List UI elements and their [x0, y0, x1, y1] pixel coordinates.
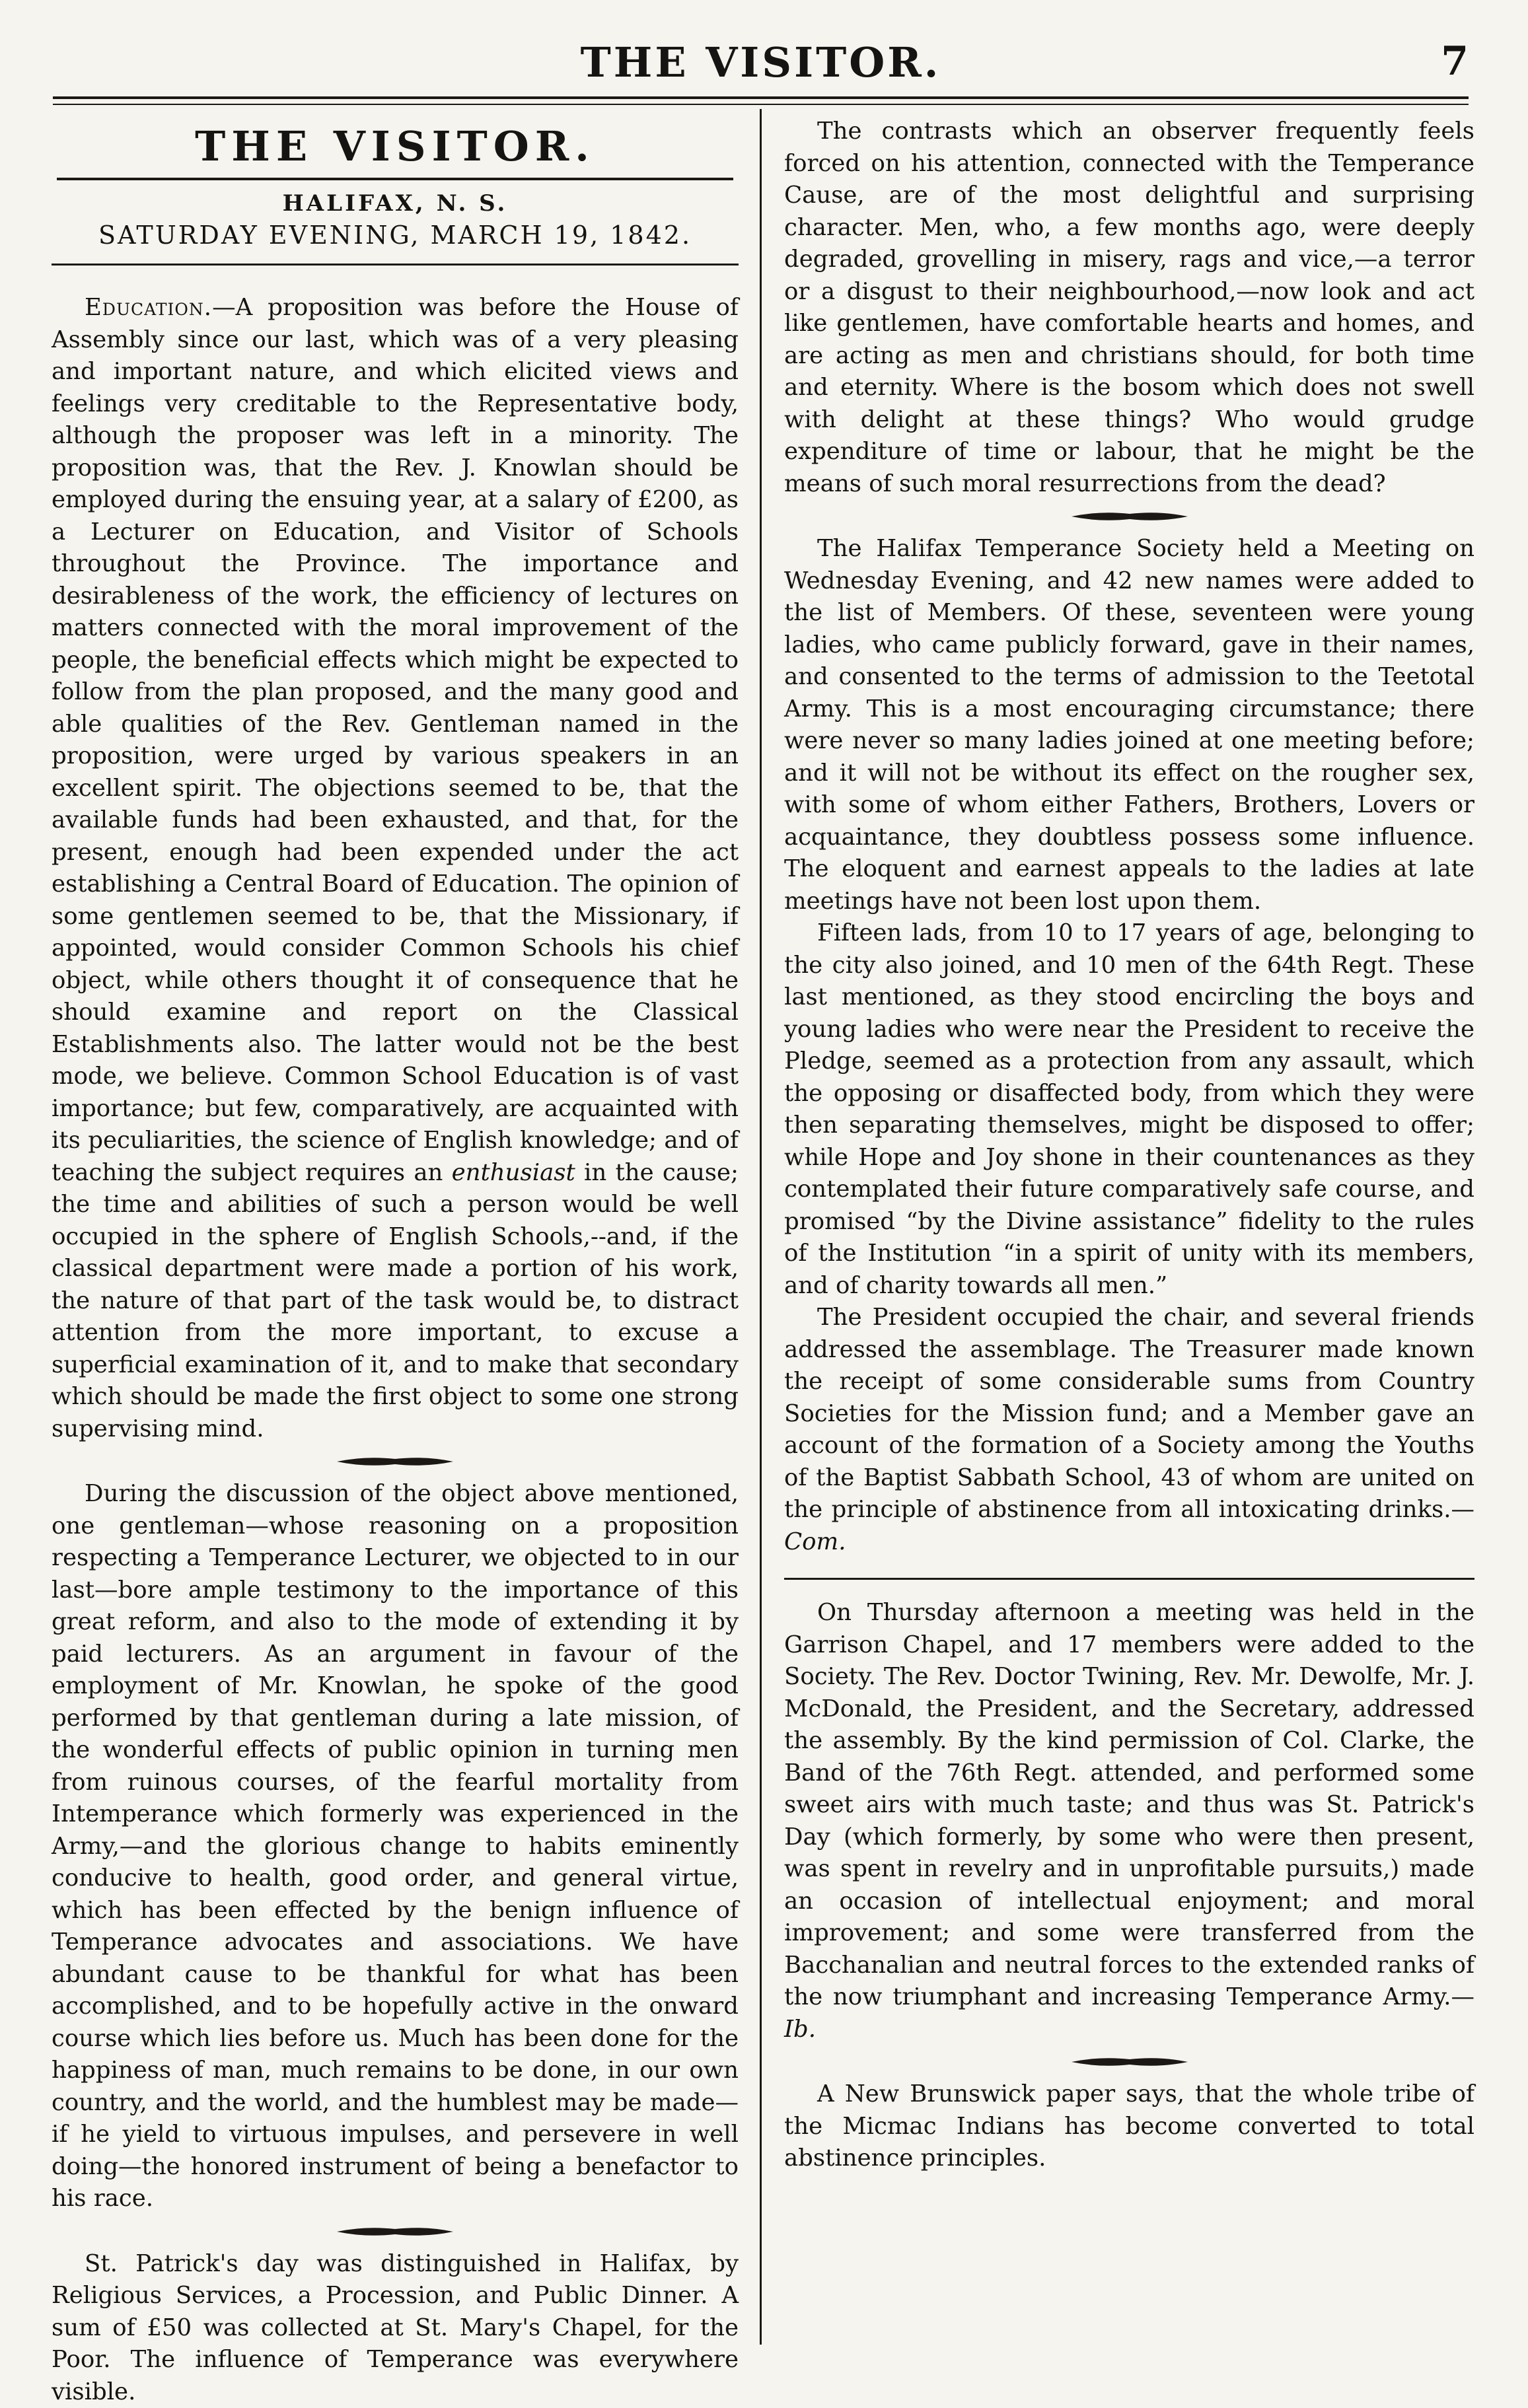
education-em-word: enthusiast — [452, 1159, 575, 1186]
left-column — [52, 116, 739, 2408]
article-st-patrick: St. Patrick's day was distinguished in Halifax, by Religious Services, a Procession, and Public Dinner. A sum of £50 was collected at St. Mary's Chapel, for the Poor. The influence of Temperance was everywhere visible. — [52, 2248, 739, 2408]
article-thursday-meeting — [784, 1597, 1474, 2045]
article-contrasts: The contrasts which an observer frequently feels forced on his attention, connected with the Temperance Cause, are of the most delightful and surprising character. Men, who, a few months ago, were deeply degraded, grovelling in misery, rags and vice,—a terror or a disgust to their neighbourhood,—now look and act like gentlemen, have comfortable hearts and homes, and are acting as men and christians should, for both time and eternity. Where is the bosom which does not swell with delight at these things? Who would grudge expenditure of time or labour, that he might be the means of such moral resurrections from the dead? — [784, 116, 1474, 500]
masthead-title: THE VISITOR. — [52, 120, 739, 174]
signature-ib: Ib. — [784, 2016, 816, 2043]
masthead-place: HALIFAX, N. S. — [52, 188, 739, 219]
education-body: —A proposition was before the House of Assembly since our last, which was of a very pleasing and important nature, and which elicited views and feelings very creditable to the Representative body, although the proposer was left in a minority. The proposition was, that the Rev. J. Knowlan should be employed during the ensuing year, at a salary of £200, as a Lecturer on Education, and Visitor of Schools throughout the Province. The importance and desirableness of the work, the efficiency of lectures on matters connected with the moral improvement of the people, the beneficial effects which might be expected to follow from the plan proposed, and the many good and able qualities of the Rev. Gentleman named in the proposition, were urged by various speakers in an excellent spirit. The objections seemed to be, that the available funds had been exhausted, and that, for the present, enough had been expended under the act establishing a Central Board of Education. The opinion of some gentlemen seemed to be, that the Missionary, if appointed, would consider Common Schools his chief object, while others thought it of consequence that he should examine and report on the Classical Establishments also. The latter would not be the best mode, we believe. Common School Education is of vast importance; but few, comparatively, are acquainted with its peculiarities, the science of English knowledge; and of teaching the subject requires an — [52, 294, 739, 1186]
section-flourish-ornament — [336, 2224, 455, 2239]
thursday-text: On Thursday afternoon a meeting was held in the Garrison Chapel, and 17 members were added to the Society. The Rev. Doctor Twining, Rev. Mr. Dewolfe, Mr. J. McDonald, the President, and the Secretary, addressed the assembly. By the kind permission of Col. Clarke, the Band of the 76th Regt. attended, and performed some sweet airs with much taste; and thus was St. Patrick's Day (which formerly, by some who were then present, was spent in revelry and in unprofitable pursuits,) made an occasion of intellectual enjoyment; and moral improvement; and some were transferred from the Bacchanalian and neutral forces to the extended ranks of the now triumphant and increasing Temperance Army.— — [784, 1599, 1474, 2010]
running-title: THE VISITOR. — [53, 38, 1469, 87]
header-double-rule — [53, 96, 1469, 105]
article-education — [52, 292, 739, 1445]
article-society-lads: Fifteen lads, from 10 to 17 years of age, belonging to the city also joined, and 10 men of the 64th Regt. These last mentioned, as they stood encircling the boys and young ladies who were near the President to receive the Pledge, seemed as a protection from any assault, which the opposing or disaffected body, from which they were then separating themselves, might be disposed to offer; while Hope and Joy shone in their countenances as they contemplated their future comparatively safe course, and promised “by the Divine assistance” fidelity to the rules of the Institution “in a spirit of unity with its members, and of charity towards all men.” — [784, 917, 1474, 1302]
masthead-bottom-rule — [52, 264, 739, 266]
section-rule — [784, 1578, 1474, 1580]
education-lead: Education. — [85, 294, 212, 321]
right-column — [784, 116, 1474, 2175]
article-society-president — [784, 1302, 1474, 1558]
section-flourish-ornament — [1070, 2055, 1189, 2069]
article-society-meeting: The Halifax Temperance Society held a Meeting on Wednesday Evening, and 42 new names were added to the list of Members. Of these, seventeen were young ladies, who came publicly forward, gave in their names, and consented to the terms of admission to the Teetotal Army. This is a most encouraging circumstance; there were never so many ladies joined at one meeting before; and it will not be without its effect on the rougher sex, with some of whom either Fathers, Brothers, Lovers or acquaintance, they doubtless possess some influence. The eloquent and earnest appeals to the ladies at late meetings have not been lost upon them. — [784, 533, 1474, 917]
masthead-rule — [57, 178, 733, 180]
section-flourish-ornament — [1070, 509, 1189, 524]
article-discussion: During the discussion of the object above mentioned, one gentleman—whose reasoning on a proposition respecting a Temperance Lecturer, we objected to in our last—bore ample testimony to the importance of this great reform, and also to the mode of extending it by paid lecturers. As an argument in favour of the employment of Mr. Knowlan, he spoke of the good performed by that gentleman during a late mission, of the wonderful effects of public opinion in turning men from ruinous courses, of the fearful mortality from Intemperance which formerly was experienced in the Army,—and the glorious change to habits eminently conducive to health, good order, and general virtue, which has been effected by the benign influence of Temperance advocates and associations. We have abundant cause to be thankful for what has been accomplished, and to be hopefully active in the onward course which lies before us. Much has been done for the happiness of man, much remains to be done, in our own country, and the world, and the humblest may be made—if he yield to virtuous impulses, and persevere in well doing—the honored instrument of being a benefactor to his race. — [52, 1478, 739, 2215]
page-number: 7 — [1441, 38, 1469, 85]
section-flourish-ornament — [336, 1454, 455, 1469]
society-president-text: The President occupied the chair, and several friends addressed the assemblage. The Treasurer made known the receipt of some considerable sums from Country Societies for the Mission fund; and a Member gave an account of the formation of a Society among the Youths of the Baptist Sabbath School, 43 of whom are united on the principle of abstinence from all intoxicating drinks.— — [784, 1304, 1474, 1523]
column-divider — [760, 109, 762, 2345]
masthead-date: SATURDAY EVENING, MARCH 19, 1842. — [52, 219, 739, 252]
signature-com: Com. — [784, 1528, 846, 1555]
running-header — [53, 38, 1469, 98]
education-body-tail: in the cause; the time and abilities of such a person would be well occupied in the sphere of English Schools,--and, if the classical department were made a portion of his work, the nature of that part of the task would be, to distract attention from the more important, to excuse a superficial examination of it, and to make that secondary which should be made the first object to some one strong supervising mind. — [52, 1159, 739, 1442]
article-new-brunswick: A New Brunswick paper says, that the whole tribe of the Micmac Indians has become converted to total abstinence principles. — [784, 2078, 1474, 2175]
masthead — [52, 120, 739, 266]
